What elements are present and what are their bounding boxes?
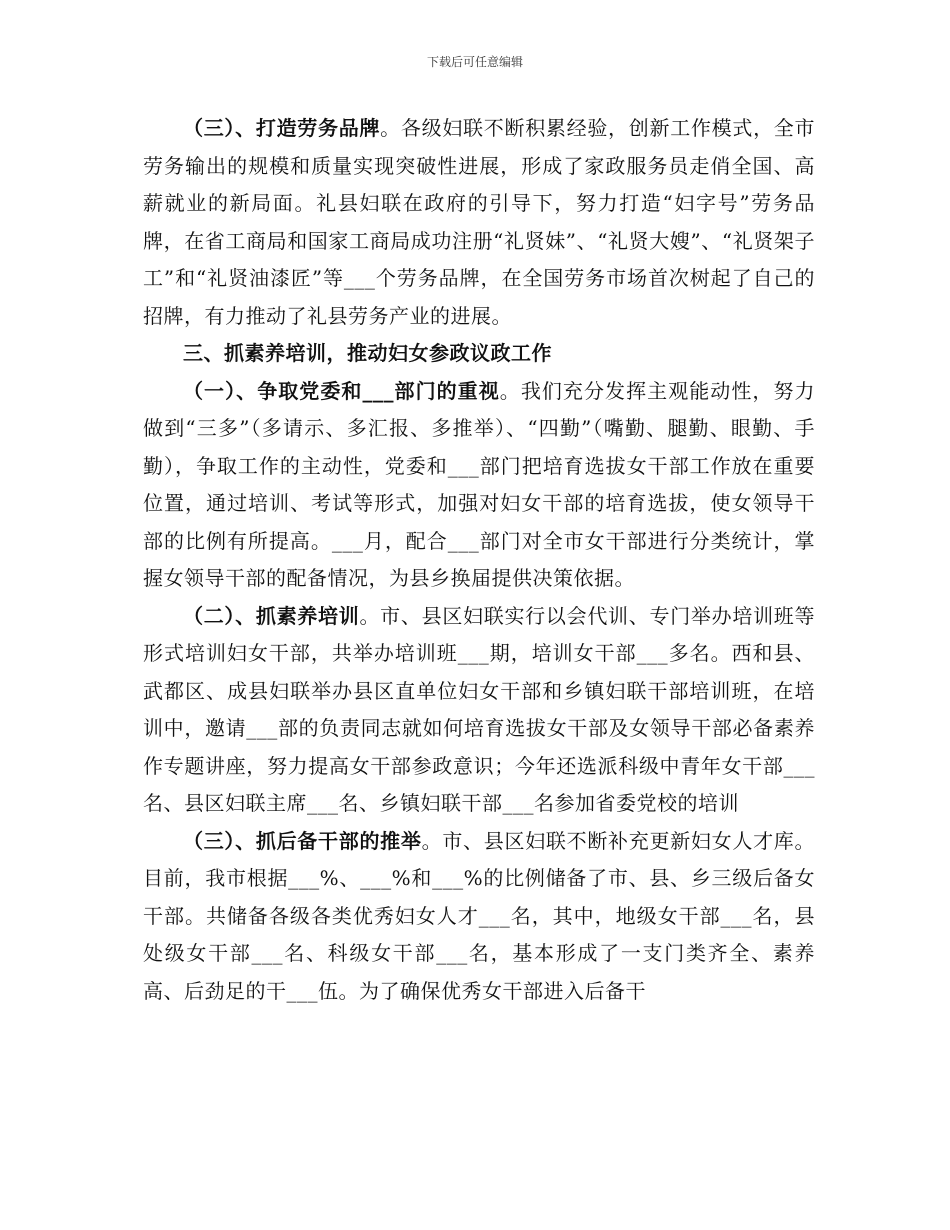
- paragraph-lead: （一）、争取党委和___部门的重视: [183, 378, 500, 403]
- paragraph-lead: （二）、抓素养培训: [183, 603, 360, 628]
- paragraph-lead: （三）、抓后备干部的推举: [183, 828, 422, 853]
- paragraph-text: 。市、县区妇联实行以会代训、专门举办培训班等形式培训妇女干部，共举办培训班___期，培训女干部___多名。西和县、武都区、成县妇联举办县区直单位妇女干部和乡镇妇联干部培训班，在培训中，邀请___部的负责同志就如何培育选拔女干部及女领导干部必备素养作专题讲座，努力提高女干部参政意识；今年还选派科级中青年女干部___名、县区妇联主席___名、乡镇妇联干部___名参加省委党校的培训: [143, 603, 816, 815]
- paragraph-text: 。我们充分发挥主观能动性，努力做到“三多”（多请示、多汇报、多推举）、“四勤”（嘴勤、腿勤、眼勤、手勤），争取工作的主动性，党委和___部门把培育选拔女干部工作放在重要位置，通过培训、考试等形式，加强对妇女干部的培育选拔，使女领导干部的比例有所提高。___月，配合___部门对全市女干部进行分类统计，掌握女领导干部的配备情况，为县乡换届提供决策依据。: [143, 378, 816, 590]
- paragraph-reserve-cadres: [143, 823, 815, 1011]
- paragraph-party-attention: [143, 373, 815, 598]
- page-header-note: 下载后可任意编辑: [426, 55, 523, 69]
- paragraph-training: [143, 598, 815, 823]
- section-heading: 三、抓素养培训，推动妇女参政议政工作: [183, 341, 552, 365]
- paragraph-text: 。市、县区妇联不断补充更新妇女人才库。目前，我市根据___%、___%和___%的比例储备了市、县、乡三级后备女干部。共储备各级各类优秀妇女人才___名，其中，地级女干部___名，县处级女干部___名、科级女干部___名，基本形成了一支门类齐全、素养高、后劲足的干___伍。为了确保优秀女干部进入后备干: [143, 828, 816, 1003]
- document-body: [143, 110, 815, 1010]
- paragraph-lead: （三）、打造劳务品牌: [183, 116, 381, 140]
- paragraph-text: 。各级妇联不断积累经验，创新工作模式，全市劳务输出的规模和质量实现突破性进展，形成了家政服务员走俏全国、高薪就业的新局面。礼县妇联在政府的引导下，努力打造“妇字号”劳务品牌，在省工商局和国家工商局成功注册“礼贤妹”、“礼贤大嫂”、“礼贤架子工”和“礼贤油漆匠”等___个劳务品牌，在全国劳务市场首次树起了自己的招牌，有力推动了礼县劳务产业的进展。: [143, 116, 816, 328]
- paragraph-labor-brand: [143, 110, 815, 335]
